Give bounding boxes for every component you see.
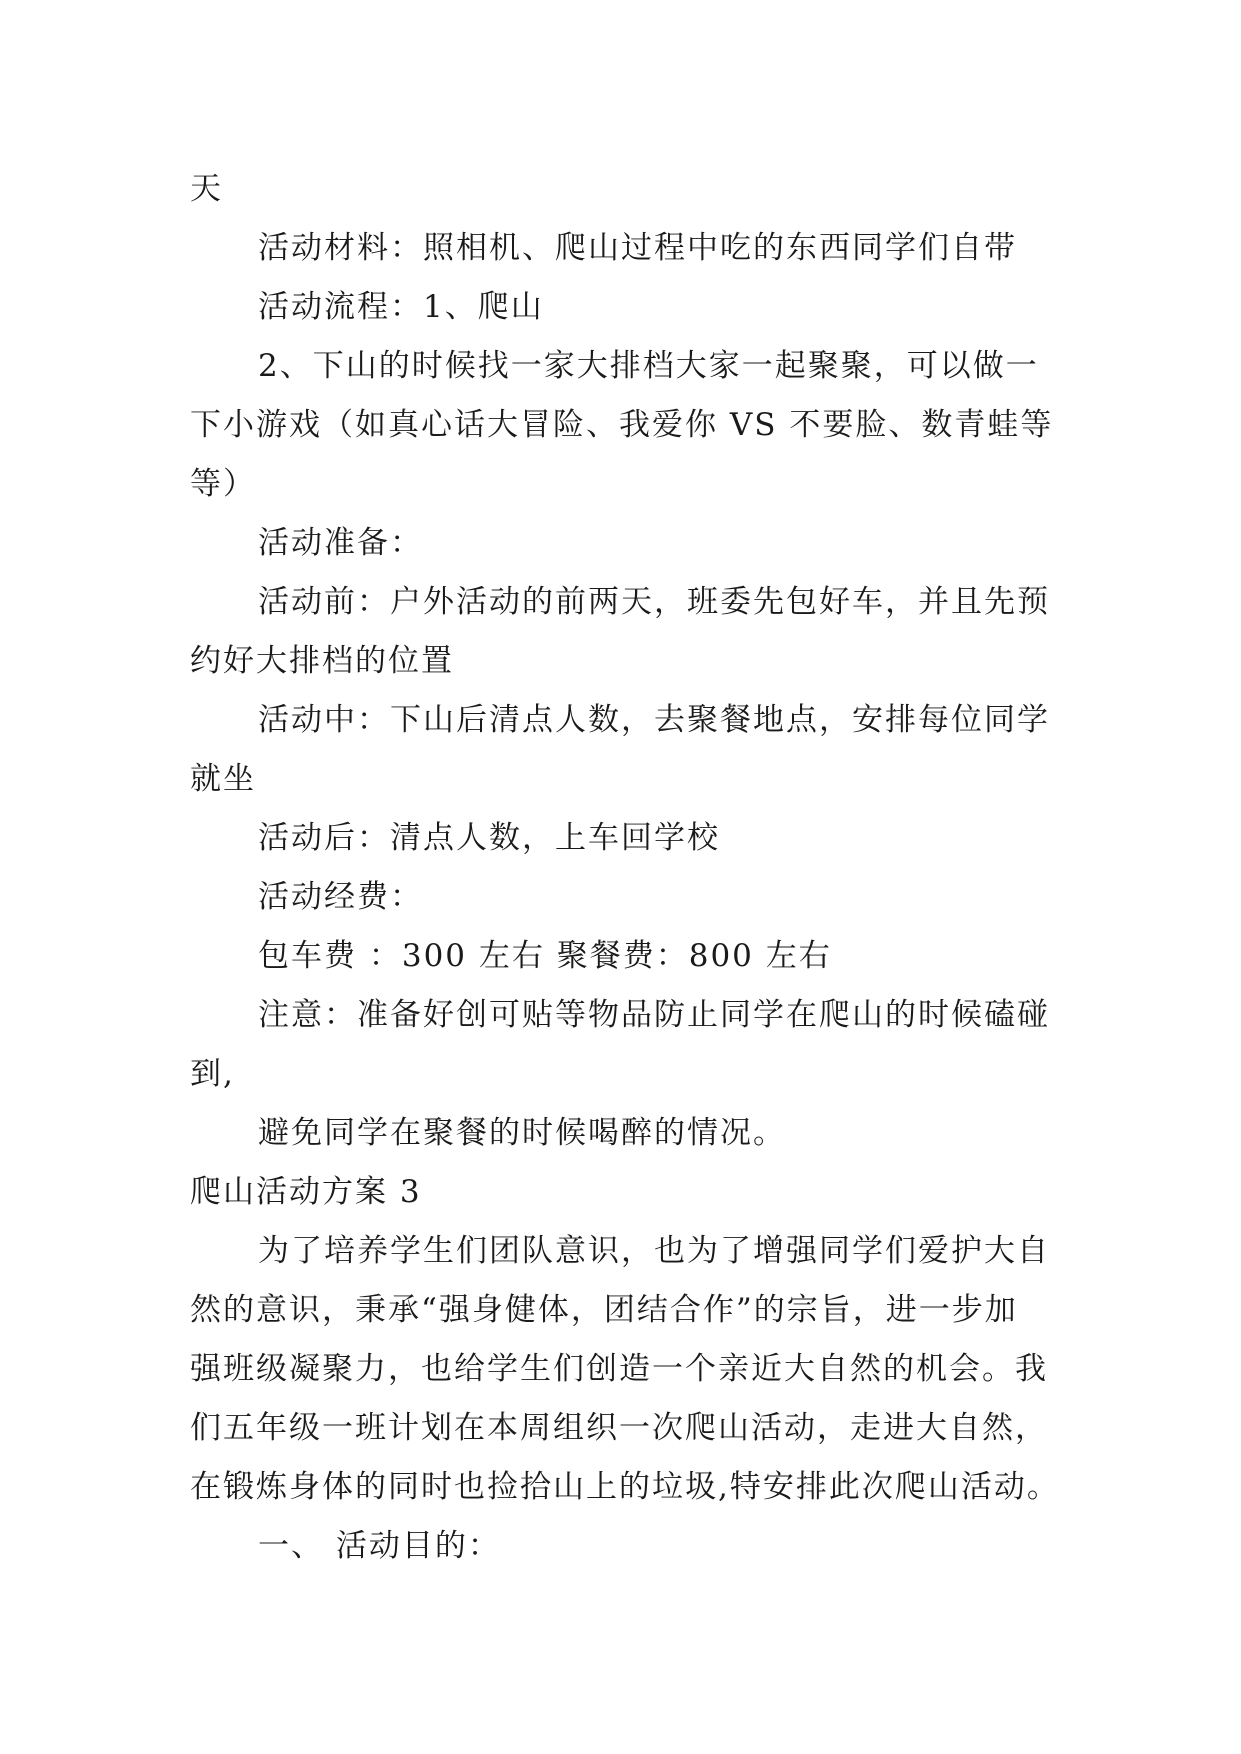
text-line: 到,: [190, 1056, 235, 1092]
section-heading: 爬山活动方案 3: [190, 1174, 422, 1210]
text-line: 活动中：下山后清点人数，去聚餐地点，安排每位同学: [258, 702, 1050, 738]
text-line: 等）: [190, 466, 256, 502]
text-line: 活动准备：: [258, 525, 423, 561]
text-line: 活动后：清点人数，上车回学校: [258, 820, 720, 856]
text-line: 在锻炼身体的同时也捡拾山上的垃圾,特安排此次爬山活动。: [190, 1469, 1060, 1505]
text-line: 天: [190, 171, 223, 207]
text-line: 活动经费：: [258, 879, 423, 915]
text-line: 下小游戏（如真心话大冒险、我爱你 VS 不要脸、数青蛙等: [190, 407, 1054, 443]
text-line: 一、 活动目的：: [258, 1528, 501, 1564]
text-line: 2、下山的时候找一家大排档大家一起聚聚，可以做一: [258, 348, 1039, 384]
text-line: 然的意识，秉承“强身健体，团结合作”的宗旨，进一步加: [190, 1292, 1018, 1328]
text-line: 约好大排档的位置: [190, 643, 454, 679]
text-line: 注意：准备好创可贴等物品防止同学在爬山的时候磕碰: [258, 997, 1050, 1033]
text-line: 活动流程：1、爬山: [258, 289, 544, 325]
text-line: 避免同学在聚餐的时候喝醉的情况。: [258, 1115, 786, 1151]
text-line: 就坐: [190, 761, 256, 797]
text-line: 活动材料：照相机、爬山过程中吃的东西同学们自带: [258, 230, 1017, 266]
text-line: 们五年级一班计划在本周组织一次爬山活动，走进大自然，: [190, 1410, 1048, 1446]
text-line: 活动前：户外活动的前两天，班委先包好车，并且先预: [258, 584, 1050, 620]
text-line: 为了培养学生们团队意识，也为了增强同学们爱护大自: [258, 1233, 1050, 1269]
document-page: [190, 160, 1060, 1576]
text-line: 包车费 ：300 左右 聚餐费：800 左右: [258, 938, 832, 974]
text-line: 强班级凝聚力，也给学生们创造一个亲近大自然的机会。我: [190, 1351, 1048, 1387]
